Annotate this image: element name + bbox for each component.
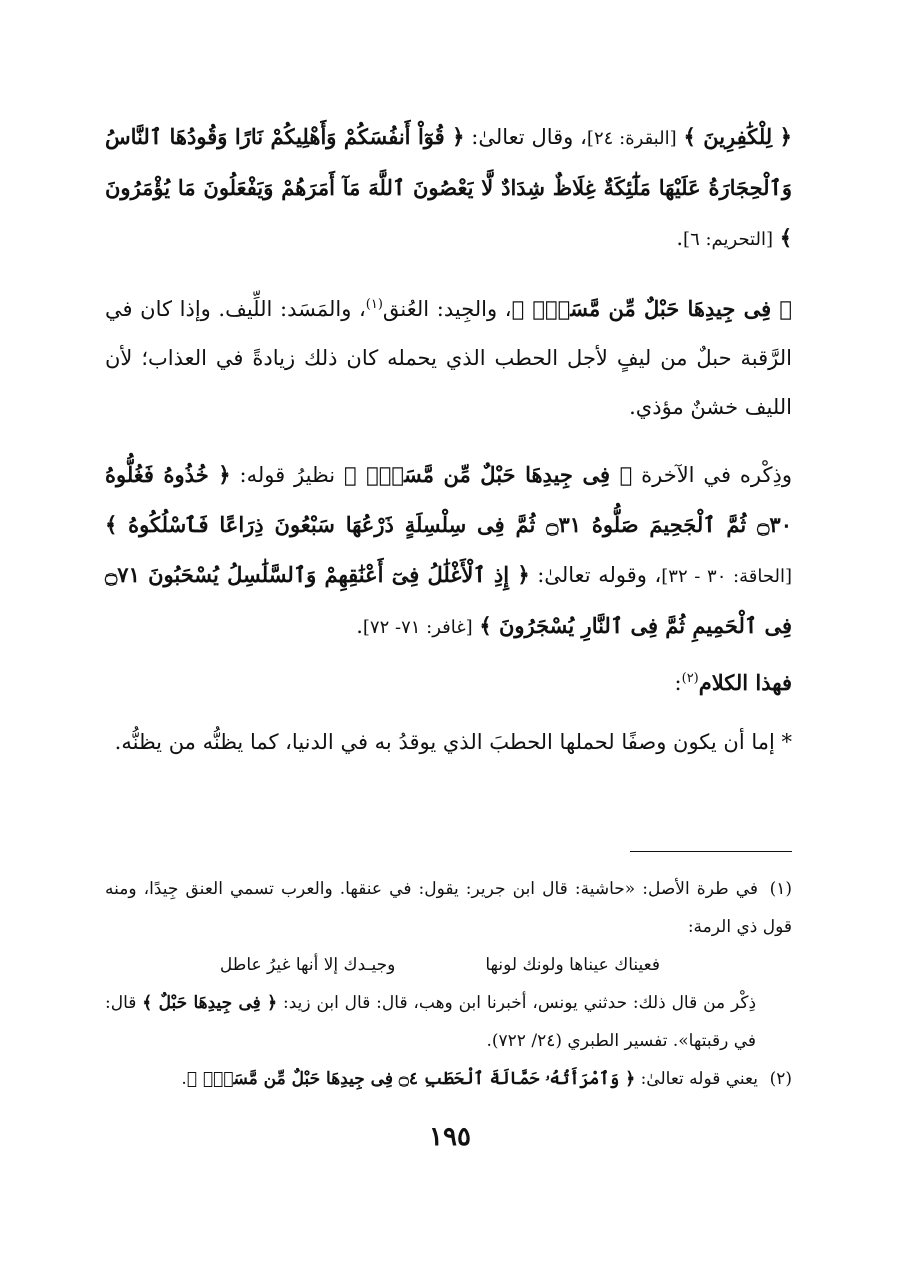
verse-reference: [الحاقة: ٣٠ - ٣٢] (661, 566, 792, 587)
body-text: ، وقوله تعالىٰ: (537, 563, 662, 587)
footnote-text: في طرة الأصل: «حاشية: قال ابن جرير: يقول: في عنقها. والعرب تسمي العنق جِيدًا، ومنه قول ذي الرمة: (105, 879, 792, 937)
verse-reference: [البقرة: ٢٤] (586, 128, 677, 149)
heading-colon: : (674, 671, 682, 695)
body-text: . (676, 226, 684, 250)
footnotes (105, 870, 792, 1098)
quran-verse: ﴿ خُذُوهُ فَغُلُّوهُ ۝٣٠ ثُمَّ ٱلْجَحِيمَ صَلُّوهُ ۝٣١ ثُمَّ فِى سِلْسِلَةٍ ذَرْعُهَا سَبْعُونَ ذِرَاعًا فَٱسْلُكُوهُ ﴾ (105, 462, 792, 537)
body-text: نظيرُ قوله: (239, 463, 336, 487)
footnote-text: يعني قوله تعالىٰ: (640, 1069, 758, 1089)
poem-second-hemistich: وجيـدك إلا أنها غيرُ عاطل (219, 955, 396, 975)
poem-verse (105, 946, 792, 984)
footnote-text: قال: في رقبتها». تفسير الطبري (٢٤/ ٧٢٢). (105, 993, 756, 1051)
quran-verse: ﴿ قُوٓاْ أَنفُسَكُمْ وَأَهْلِيكُمْ نَارًا وَقُودُهَا ٱلنَّاسُ وَٱلْحِجَارَةُ عَلَيْهَا مَلَٰٓئِكَةٌ غِلَاظٌ شِدَادٌ لَّا يَعْصُونَ ٱللَّهَ مَآ أَمَرَهُمْ وَيَفْعَلُونَ مَا يُؤْمَرُونَ ﴾ (105, 124, 792, 250)
verse-reference: [التحريم: ٦] (683, 229, 773, 250)
page-number: ١٩٥ (429, 1122, 471, 1152)
quran-verse: ﴿ لِلْكَٰفِرِينَ ﴾ (683, 124, 792, 149)
paragraph-3 (105, 450, 792, 652)
body-text: وذِكْره في الآخرة (641, 463, 792, 487)
footnote-number: (١) (769, 879, 792, 899)
main-text (105, 112, 792, 767)
poem-first-hemistich: فعيناك عيناها ولونك لونها (485, 955, 660, 975)
footnote-text: ذِكْر من قال ذلك: حدثني يونس، أخبرنا ابن وهب، قال: قال ابن زيد: (283, 993, 757, 1013)
footnote-1-continued (105, 984, 792, 1060)
quran-verse: ﴿ فِى جِيدِهَا حَبْلٌ مِّن مَّسَدٍۭ ﴾ (343, 462, 633, 487)
quran-verse: ﴿ إِذِ ٱلْأَغْلَٰلُ فِىٓ أَعْنَٰقِهِمْ وَٱلسَّلَٰسِلُ يُسْحَبُونَ ۝٧١ فِى ٱلْحَمِيمِ ثُمَّ فِى ٱلنَّارِ يُسْجَرُونَ ﴾ (105, 562, 792, 638)
body-text: * إما أن يكون وصفًا لحملها الحطبَ الذي يوقدُ به في الدنيا، كما يظنُّه من يظنُّه. (114, 730, 792, 754)
footnote-marker[interactable]: (١) (365, 297, 383, 312)
footnote-divider (630, 851, 792, 852)
section-heading (105, 658, 792, 708)
footnote-number: (٢) (769, 1069, 792, 1089)
body-text: ، والمَسَد: اللِّيف. وإذا كان في الرَّقبة حبلٌ من ليفٍ لأجل الحطب الذي يحمله كان ذلك زيادةً في العذاب؛ لأن الليف خشنٌ مؤذي. (105, 297, 792, 419)
paragraph-2 (105, 284, 792, 432)
paragraph-1 (105, 112, 792, 264)
quran-verse: ﴿ فِى جِيدِهَا حَبْلٌ ﴾ (142, 993, 278, 1013)
footnote-marker[interactable]: (٢) (681, 671, 699, 686)
body-text: ، وقال تعالىٰ: (471, 125, 587, 149)
footnote-1 (105, 870, 792, 946)
footnote-text: . (181, 1069, 187, 1089)
verse-reference: [غافر: ٧١- ٧٢] (362, 617, 473, 638)
quran-verse: ﴿ وَٱمْرَأَتُهُۥ حَمَّالَةَ ٱلْحَطَبِ ۝٤ فِى جِيدِهَا حَبْلٌ مِّن مَّسَدٍۭ ﴾ (186, 1069, 636, 1089)
footnote-2 (105, 1060, 792, 1098)
body-text: ، والجِيد: العُنق (382, 297, 512, 321)
paragraph-4 (105, 718, 792, 767)
body-text: . (356, 614, 363, 638)
heading-text: فهذا الكلام (698, 670, 792, 695)
quran-verse: ﴿ فِى جِيدِهَا حَبْلٌ مِّن مَّسَدٍۭ ﴾ (511, 296, 793, 321)
